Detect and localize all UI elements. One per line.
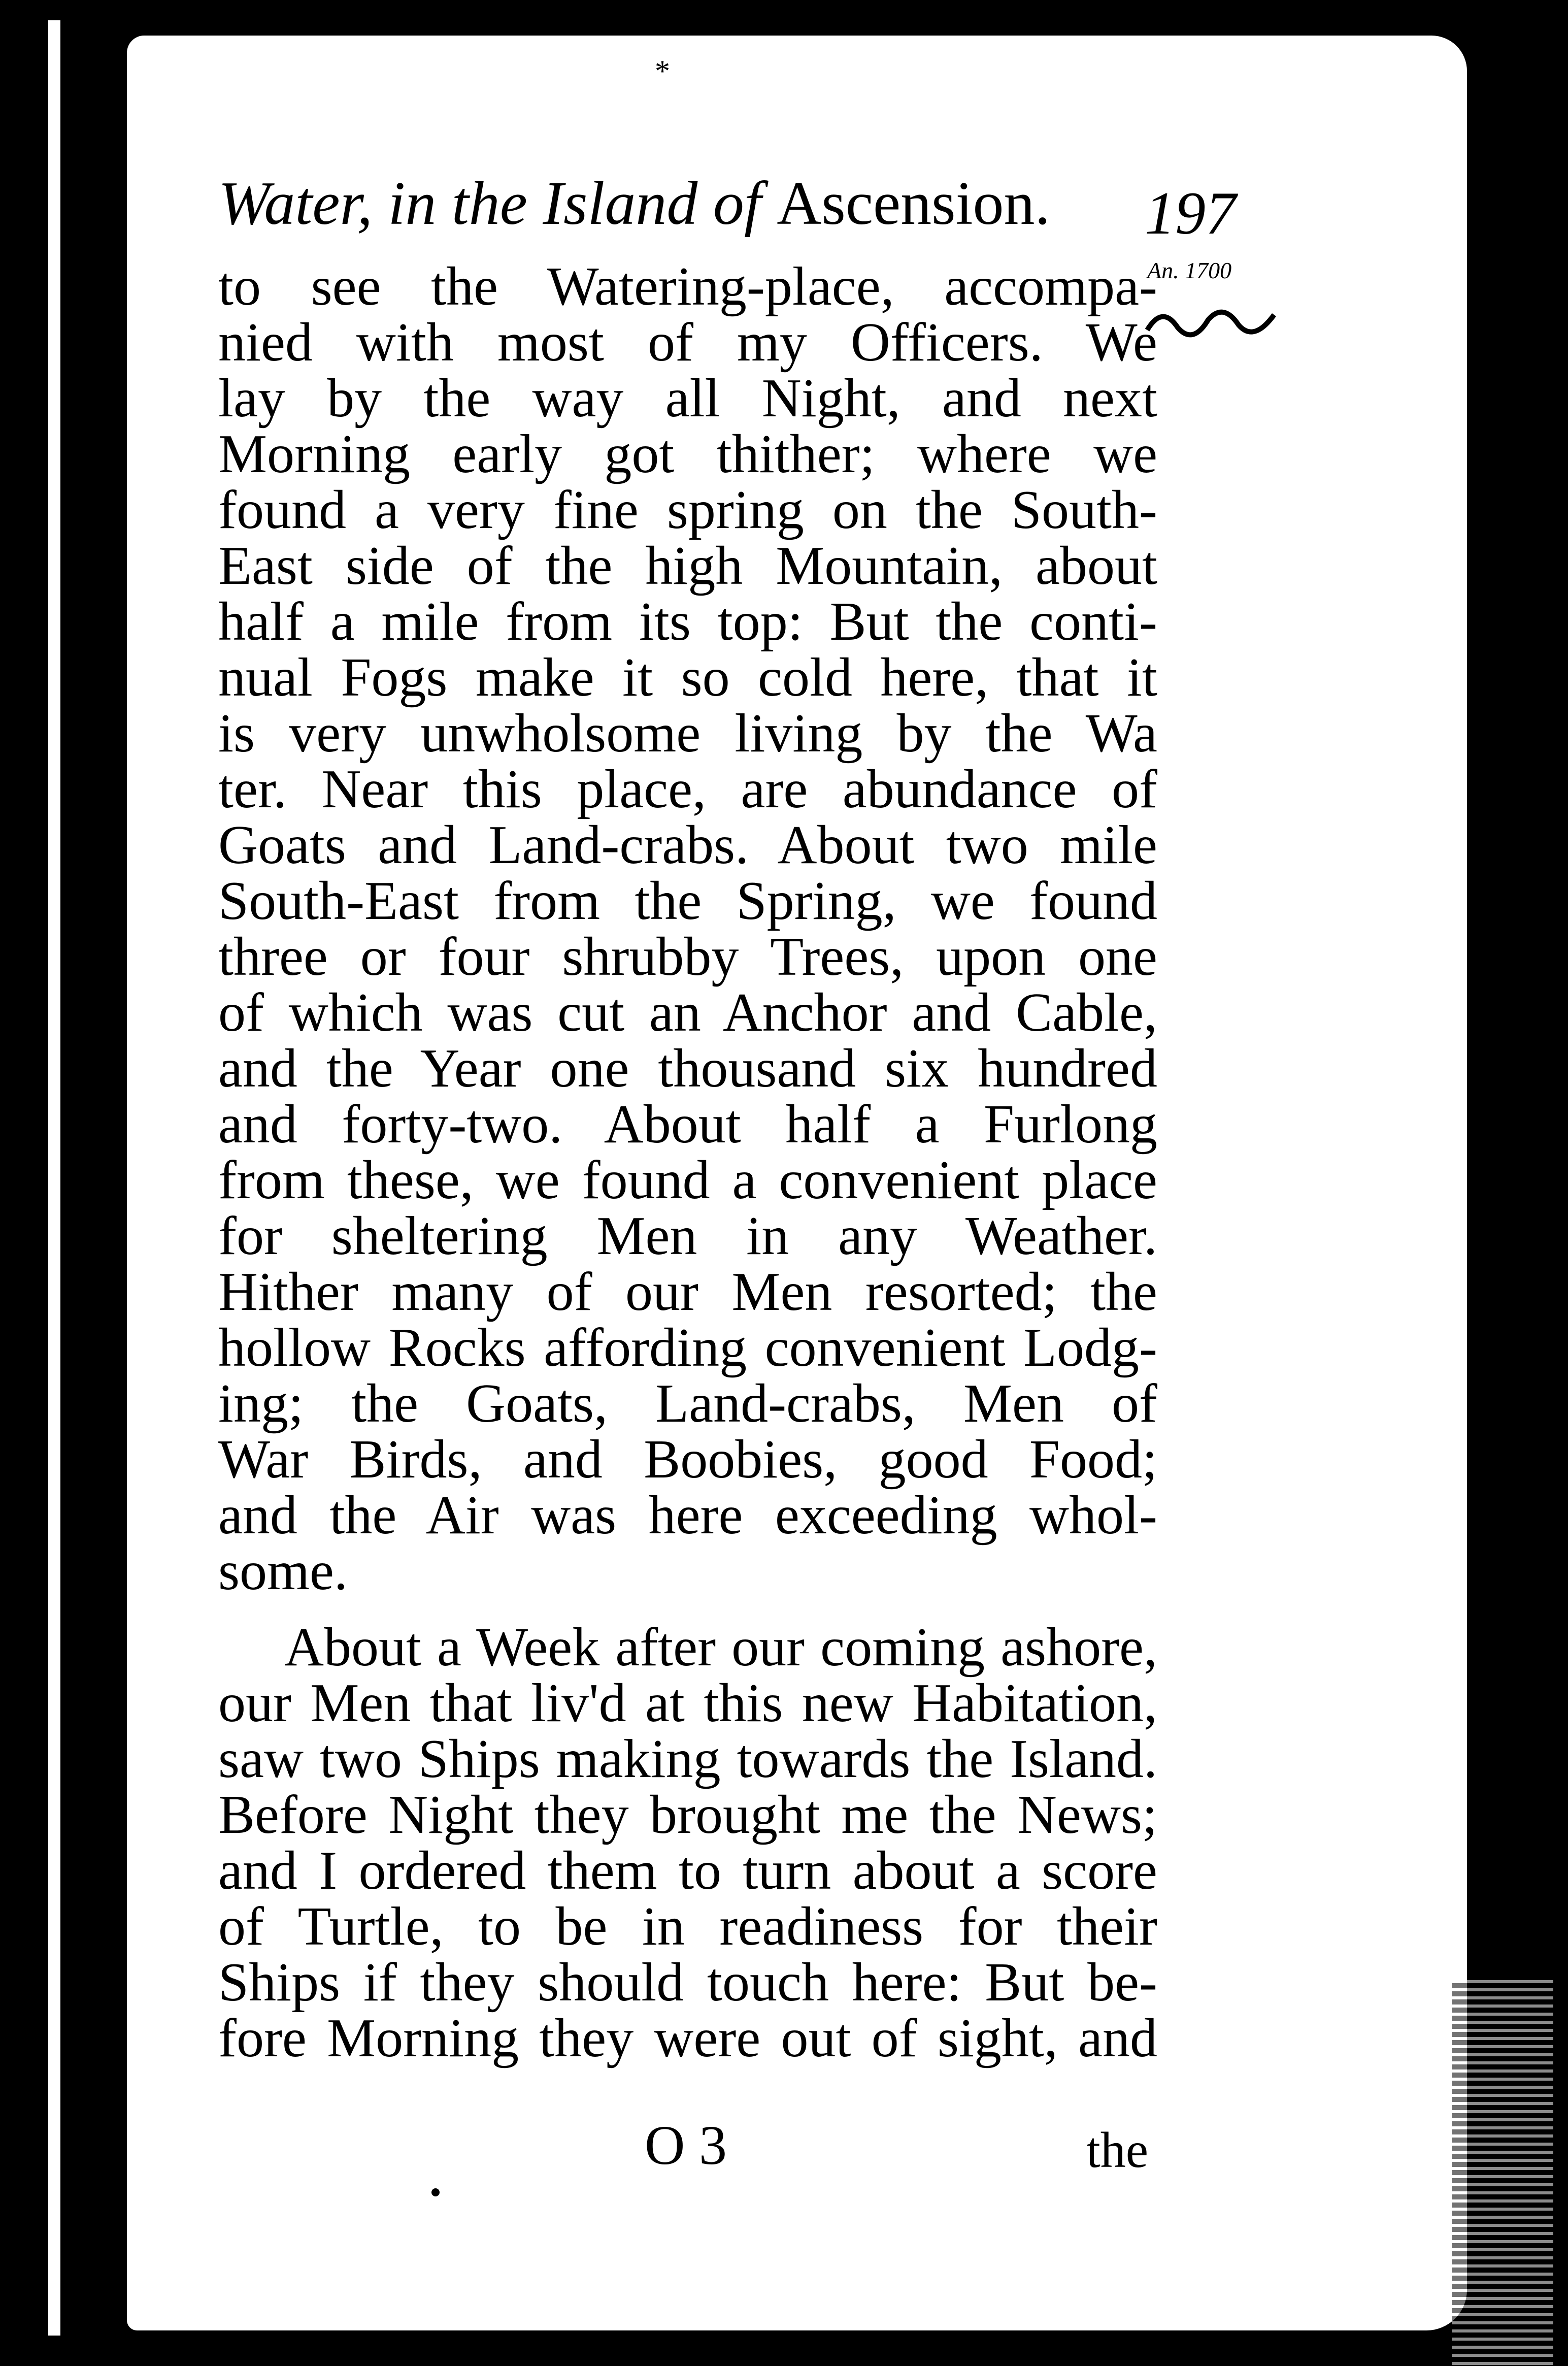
page-number: 197 [1145,179,1236,247]
text-line: and I ordered them to turn about a score [218,1841,1157,1901]
text-line: of which was cut an Anchor and Cable, [218,982,1157,1043]
text-line: and the Year one thousand six hundred [218,1038,1157,1099]
text-line: lay by the way all Night, and next [218,368,1157,429]
running-head [218,169,1051,238]
running-head-upright: Ascension. [777,169,1051,238]
running-head-italic: Water, in the Island of [218,169,761,238]
text-line: South-East from the Spring, we found [218,871,1157,931]
text-line: Before Night they brought me the News; [218,1785,1157,1845]
text-line: to see the Watering-place, accompa- [218,256,1157,317]
text-line: hollow Rocks affording convenient Lodg- [218,1318,1157,1378]
catchword: the [1086,2122,1149,2178]
text-line: and the Air was here exceeding whol- [218,1485,1157,1546]
ink-speck [86,1254,91,1259]
text-line: ing; the Goats, Land-crabs, Men of [218,1373,1157,1434]
text-line: About a Week after our coming ashore, [284,1617,1157,1678]
text-line: War Birds, and Boobies, good Food; [218,1429,1157,1490]
text-line: Goats and Land-crabs. About two mile [218,815,1157,875]
text-line: three or four shrubby Trees, upon one [218,927,1157,987]
text-line: some. [218,1541,348,1601]
text-line: fore Morning they were out of sight, and [218,2008,1157,2068]
text-line: Hither many of our Men resorted; the [218,1262,1157,1322]
margin-ornament [1142,300,1284,340]
text-line: saw two Ships making towards the Island. [218,1729,1157,1789]
text-line: of Turtle, to be in readiness for their [218,1896,1157,1957]
text-line: found a very fine spring on the South- [218,480,1157,540]
text-line: is very unwholsome living by the Wa [218,703,1157,764]
page-edge-wear [1452,1980,1553,2366]
body-text [218,256,1157,2068]
page-text [127,36,1467,2330]
text-line: Ships if they should touch here: But be- [218,1952,1157,2013]
text-line: and forty-two. About half a Furlong [218,1094,1157,1155]
margin-note-year: An. 1700 [1147,257,1232,283]
signature-mark: O 3 [645,2114,727,2176]
text-line: for sheltering Men in any Weather. [218,1206,1157,1266]
text-line: Morning early got thither; where we [218,424,1157,484]
top-mark: * [655,54,670,88]
binding-edge [48,20,60,2336]
text-line: ter. Near this place, are abundance of [218,759,1157,819]
text-line: half a mile from its top: But the conti- [218,592,1157,652]
text-line: nied with most of my Officers. We [218,312,1157,373]
text-line: East side of the high Mountain, about [218,536,1157,596]
text-line: nual Fogs make it so cold here, that it [218,647,1157,708]
text-line: from these, we found a convenient place [218,1150,1157,1210]
ink-speck [431,2188,440,2196]
text-line: our Men that liv'd at this new Habitation, [218,1673,1157,1733]
book-page [127,36,1467,2330]
